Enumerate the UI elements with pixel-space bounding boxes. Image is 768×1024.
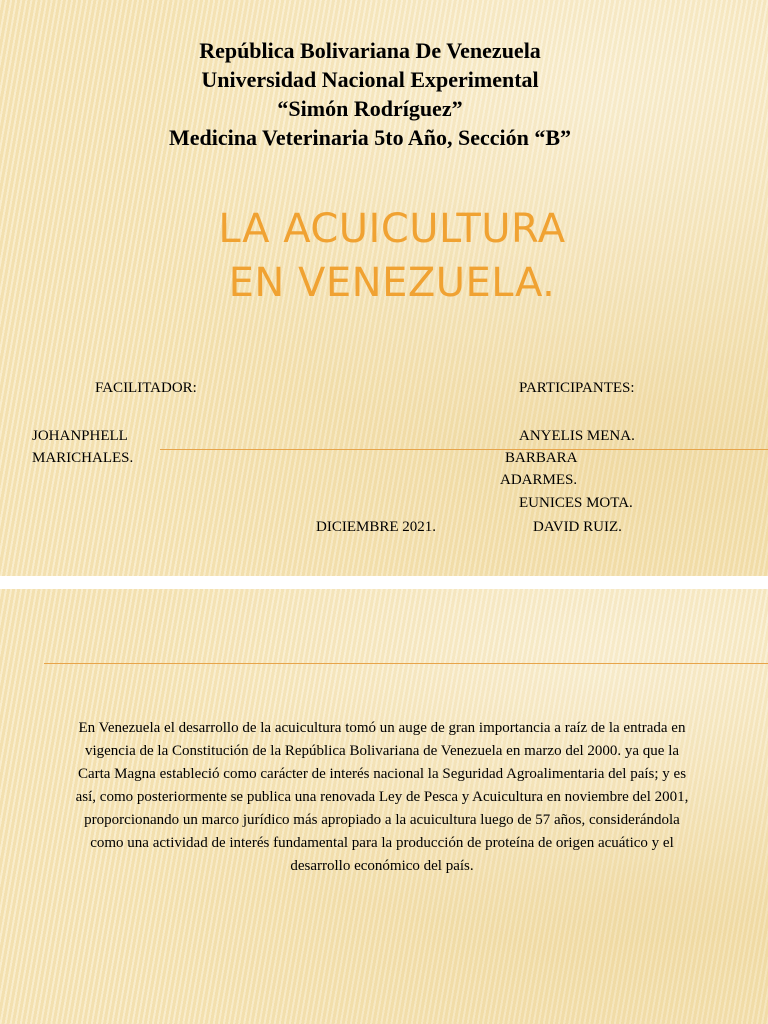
header-line-program: Medicina Veterinaria 5to Año, Sección “B” bbox=[168, 125, 572, 150]
header-line-university-name: “Simón Rodríguez” bbox=[277, 96, 463, 121]
title-line-1: LA ACUICULTURA bbox=[218, 206, 566, 252]
participant-2-line2: ADARMES. bbox=[500, 472, 578, 488]
facilitador-name-line2: MARICHALES. bbox=[32, 450, 134, 466]
participant-3: EUNICES MOTA. bbox=[519, 495, 633, 511]
body-paragraph: En Venezuela el desarrollo de la acuicultura tomó un auge de gran importancia a raíz de la entrada en vigencia de la Constitución de la República Bolivariana de Venezuela en marzo del 2000. ya que la Carta Magna estableció como carácter de interés nacional la Seguridad Agroalimentaria del país; y es así, como posteriormente se publica una renovada Ley de Pesca y Acuicultura en noviembre del 2001, proporcionando un marco jurídico más apropiado a la acuicultura luego de 57 años, considerándola como una actividad de interés fundamental para la producción de proteína de origen acuático y el desarrollo económico del país. bbox=[75, 720, 689, 874]
divider-line bbox=[160, 449, 768, 450]
facilitador-name-line1: JOHANPHELL bbox=[32, 428, 128, 444]
divider-line bbox=[44, 663, 768, 664]
header-line-university: Universidad Nacional Experimental bbox=[201, 67, 539, 92]
title-line-2: EN VENEZUELA. bbox=[228, 260, 556, 306]
header-line-country: República Bolivariana De Venezuela bbox=[199, 38, 541, 63]
participant-2-line1: BARBARA bbox=[505, 450, 578, 466]
presentation-date: DICIEMBRE 2021. bbox=[316, 519, 436, 535]
institution-header bbox=[0, 36, 740, 152]
participant-1: ANYELIS MENA. bbox=[519, 428, 635, 444]
participantes-label: PARTICIPANTES: bbox=[519, 380, 635, 396]
facilitador-label: FACILITADOR: bbox=[95, 380, 197, 396]
participant-4: DAVID RUIZ. bbox=[533, 519, 622, 535]
slide-2 bbox=[0, 589, 768, 1024]
presentation-title bbox=[0, 202, 768, 310]
